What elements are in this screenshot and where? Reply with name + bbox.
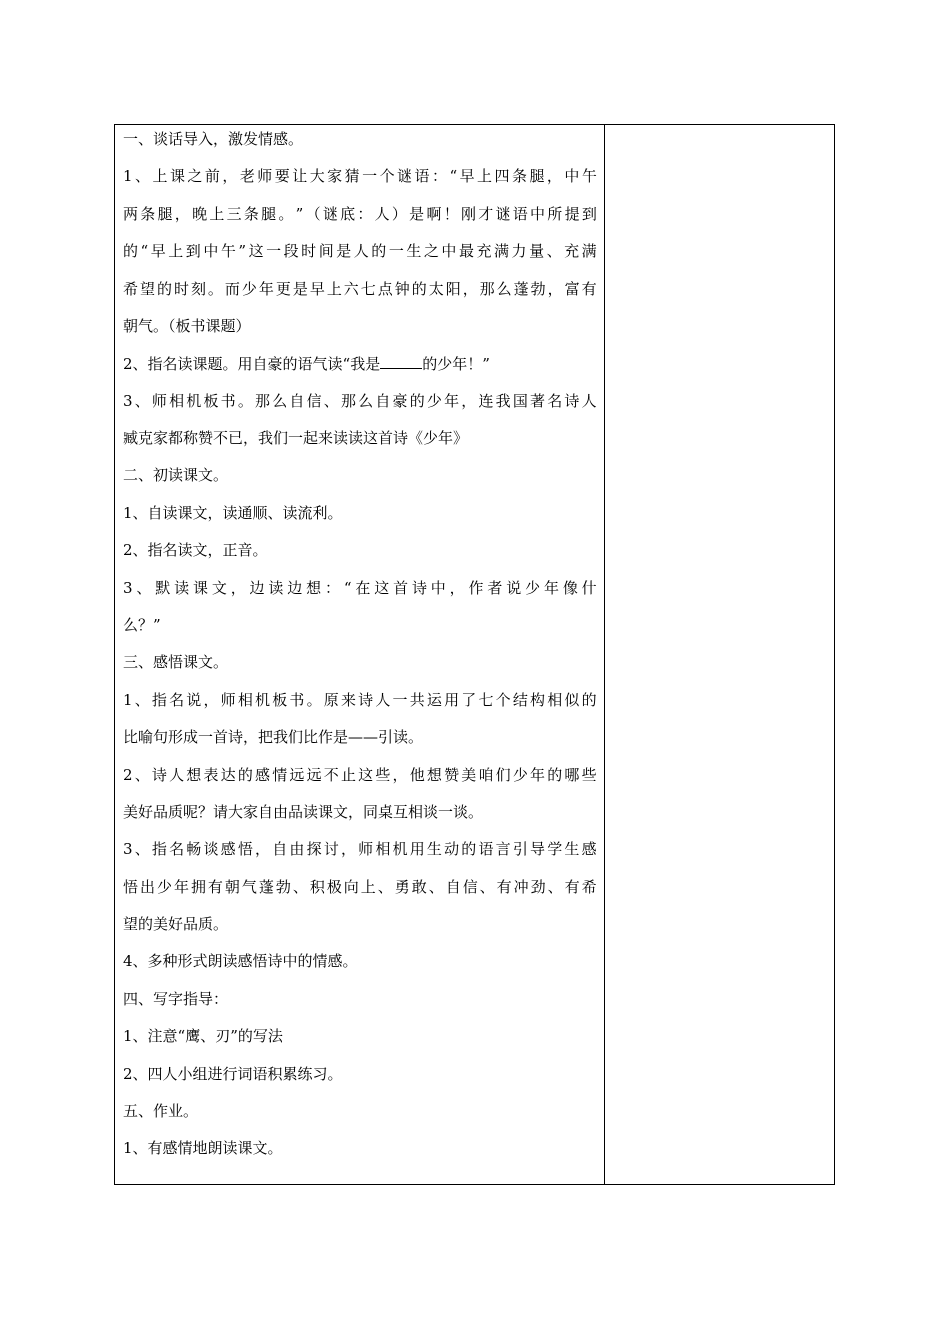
paragraph-line: 悟 出 少 年 拥 有 朝 气 蓬 勃 、 积 极 向 上 、 勇 敢 、 自 信 、 有 冲 劲 、 有 希: [123, 878, 597, 896]
paragraph-line: 1、有感情地朗读课文。: [123, 1139, 283, 1157]
paragraph-line: 1 、 上 课 之 前 ， 老 师 要 让 大 家 猜 一 个 谜 语 ： “ 早 上 四 条 腿 ， 中 午: [123, 167, 597, 185]
paragraph-line: 4、多种形式朗读感悟诗中的情感。: [123, 952, 358, 970]
paragraph-line: 朝气。（板书课题）: [123, 317, 251, 335]
section-heading: 二、初读课文。: [123, 466, 229, 484]
notes-cell: [605, 125, 834, 1184]
paragraph-line: 2、指名读文，正音。: [123, 541, 268, 559]
paragraph-line: 2、四人小组进行词语积累练习。: [123, 1065, 343, 1083]
paragraph-line: 臧克家都称赞不已，我们一起来读读这首诗《少年》: [123, 429, 469, 447]
section-heading: 一、谈话导入，激发情感。: [123, 130, 304, 148]
paragraph-line: 美好品质呢？请大家自由品读课文，同桌互相谈一谈。: [123, 803, 484, 821]
paragraph-line: 1、注意“鹰、刃”的写法: [123, 1027, 283, 1045]
paragraph-line-with-blank: [123, 353, 490, 373]
lesson-plan-table: [114, 124, 835, 1185]
paragraph-line: 比喻句形成一首诗，把我们比作是——引读。: [123, 728, 424, 746]
paragraph-line: 两 条 腿 ， 晚 上 三 条 腿 。 ” （ 谜 底 ： 人 ） 是 啊 ！ 刚 才 谜 语 中 所 提 到: [123, 205, 597, 223]
paragraph-line: 望的美好品质。: [123, 915, 229, 933]
section-heading: 三、感悟课文。: [123, 653, 229, 671]
blank-prefix: 2、指名读课题。用自豪的语气读“我是: [123, 355, 381, 373]
paragraph-line: 么？”: [123, 616, 161, 634]
paragraph-line: 1、自读课文，读通顺、读流利。: [123, 504, 343, 522]
paragraph-line: 的 “ 早 上 到 中 午 ” 这 一 段 时 间 是 人 的 一 生 之 中 最 充 满 力 量 、 充 满: [123, 242, 597, 260]
section-heading: 五、作业。: [123, 1102, 199, 1120]
fill-in-blank: [380, 353, 422, 369]
paragraph-line: 希 望 的 时 刻 。 而 少 年 更 是 早 上 六 七 点 钟 的 太 阳 ， 那 么 蓬 勃 ， 富 有: [123, 280, 597, 298]
blank-suffix: 的少年！”: [422, 355, 490, 373]
paragraph-line: 3 、 师 相 机 板 书 。 那 么 自 信 、 那 么 自 豪 的 少 年 ， 连 我 国 著 名 诗 人: [123, 392, 597, 410]
paragraph-line: 2 、 诗 人 想 表 达 的 感 情 远 远 不 止 这 些 ， 他 想 赞 美 咱 们 少 年 的 哪 些: [123, 766, 597, 784]
paragraph-line: 1 、 指 名 说 ， 师 相 机 板 书 。 原 来 诗 人 一 共 运 用 了 七 个 结 构 相 似 的: [123, 691, 597, 709]
section-heading: 四、写字指导：: [123, 990, 229, 1008]
paragraph-line: 3 、 指 名 畅 谈 感 悟 ， 自 由 探 讨 ， 师 相 机 用 生 动 的 语 言 引 导 学 生 感: [123, 840, 597, 858]
paragraph-line: 3 、 默 读 课 文 ， 边 读 边 想 ： “ 在 这 首 诗 中 ， 作 者 说 少 年 像 什: [123, 579, 597, 597]
